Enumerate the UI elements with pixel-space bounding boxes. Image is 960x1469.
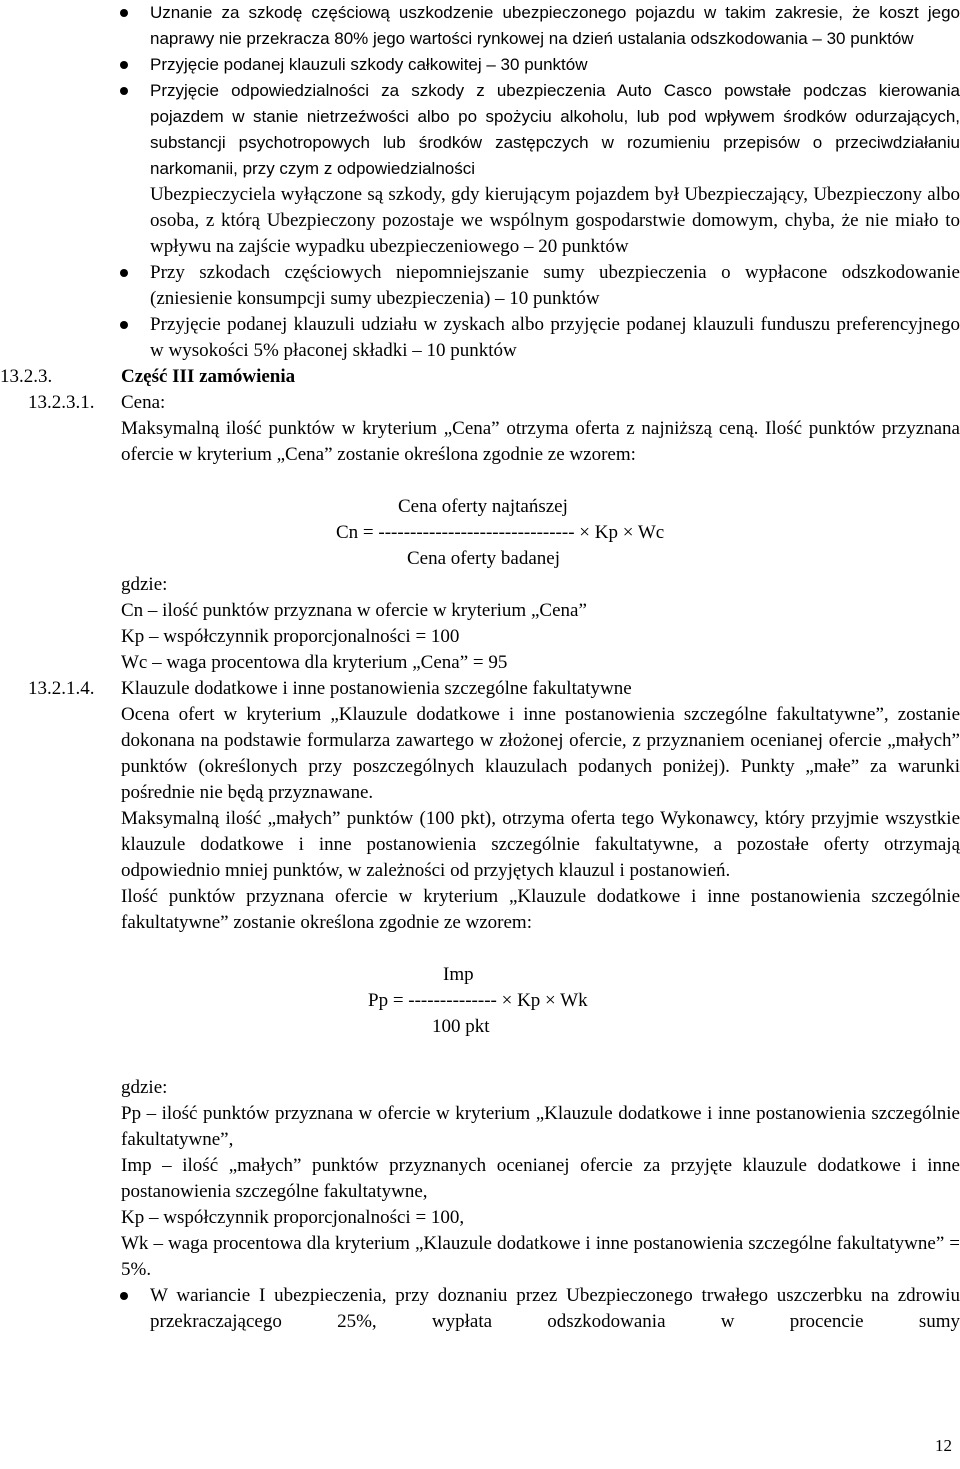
formula-denominator: Cena oferty badanej [407,548,560,569]
klauzule-paragraph [121,702,960,806]
gdzie-label: gdzie: [121,1077,168,1098]
gdzie-block [121,572,960,676]
subsection-heading [0,390,960,416]
formula-main: Cn = ------------------------------- × Kp × Wc [336,522,665,543]
paragraph-text: Maksymalną ilość punktów w kryterium „Cena” otrzyma oferta z najniższą ceną. Ilość punktów przyznana ofercie w kryterium „Cena” zostanie określona zgodnie ze wzorem: [121,418,960,465]
paragraph-text: Maksymalną ilość „małych” punktów (100 pkt), otrzyma oferta tego Wykonawcy, który przyjmie wszystkie klauzule dodatkowe i inne postanowienia szczególnie fakultatywne, a pozostałe oferty otrzymają odpowiednio mniej punktów, w zależności od przyjętych klauzul i postanowień. [121,808,960,881]
definition-line: Imp – ilość „małych” punktów przyznanych ocenianej ofercie za przyjęte klauzule dodatkowe i inne postanowienia szczególne fakultatywne, [121,1155,960,1202]
bullet-item [150,52,960,78]
section-title: Część III zamówienia [121,366,296,387]
definition-line: Wk – waga procentowa dla kryterium „Klauzule dodatkowe i inne postanowienia szczególne fakultatywne” = 5%. [121,1233,960,1280]
formula-klauzule [0,962,960,1040]
subsection-title: Klauzule dodatkowe i inne postanowienia szczególne fakultatywne [121,678,632,699]
klauzule-paragraph [121,884,960,936]
bullet-text: Ubezpieczyciela wyłączone są szkody, gdy kierującym pojazdem był Ubezpieczający, Ubezpieczony albo osoba, z którą Ubezpieczony pozostaje we wspólnym gospodarstwie domowym, chyba, że nie miało to wpływu na zajście wypadku ubezpieczeniowego – 20 punktów [150,184,960,257]
bullet-item [150,1283,960,1335]
bullet-text: Przyjęcie odpowiedzialności za szkody z ubezpieczenia Auto Casco powstałe podczas kierowania pojazdem w stanie nietrzeźwości albo po spożyciu alkoholu, lub pod wpływem środków odurzających, substancji psychotropowych lub środków zastępczych w rozumieniu przepisów o przeciwdziałaniu narkomanii, przy czym z odpowiedzialności [150,81,960,178]
formula-numerator: Imp [443,964,474,985]
bullet-item [150,78,960,182]
definition-line: Wc – waga procentowa dla kryterium „Cena” = 95 [121,652,508,673]
section-number: 13.2.3. [0,366,53,387]
gdzie-block [121,1075,960,1283]
section-heading [0,364,960,390]
formula-numerator: Cena oferty najtańszej [398,496,568,517]
klauzule-paragraph [121,806,960,884]
definition-line: Kp – współczynnik proporcjonalności = 100 [121,626,460,647]
page-number: 12 [935,1436,952,1455]
gdzie-label: gdzie: [121,574,168,595]
bullet-text: Przyjęcie podanej klauzuli szkody całkowitej – 30 punktów [150,55,588,74]
subsection-number: 13.2.3.1. [28,392,95,413]
paragraph-text: Ocena ofert w kryterium „Klauzule dodatkowe i inne postanowienia szczególne fakultatywne”, zostanie dokonana na podstawie formularza zawartego w złożonej ofercie, z przyznaniem ocenianej ofercie „małych” punktów (określonych przy poszczególnych klauzulach podanych poniżej). Punkty „małe” za warunki pośrednie nie będą przyznawane. [121,704,960,803]
bullet-text: Przy szkodach częściowych niepomniejszanie sumy ubezpieczenia o wypłacone odszkodowanie (zniesienie konsumpcji sumy ubezpieczenia) – 10 punktów [150,262,960,309]
paragraph-text: Ilość punktów przyznana ofercie w kryterium „Klauzule dodatkowe i inne postanowienia szczególnie fakultatywne” zostanie określona zgodnie ze wzorem: [121,886,960,933]
cena-intro-paragraph [121,416,960,468]
bullet-item [150,260,960,312]
definition-line: Kp – współczynnik proporcjonalności = 100, [121,1207,465,1228]
formula-cena [0,494,960,572]
subsection-title: Cena: [121,392,166,413]
bullet-text: W wariancie I ubezpieczenia, przy doznaniu przez Ubezpieczonego trwałego uszczerbku na zdrowiu przekraczającego 25%, wypłata odszkodowania w procencie sumy [150,1285,960,1332]
definition-line: Pp – ilość punktów przyznana w ofercie w kryterium „Klauzule dodatkowe i inne postanowienia szczególnie fakultatywne”, [121,1103,960,1150]
subsection-heading [0,676,960,702]
definition-line: Cn – ilość punktów przyznana w ofercie w kryterium „Cena” [121,600,587,621]
bullet-item [150,0,960,52]
bullet-item [150,312,960,364]
formula-denominator: 100 pkt [432,1016,490,1037]
bullet-text: Uznanie za szkodę częściową uszkodzenie ubezpieczonego pojazdu w takim zakresie, że koszt jego naprawy nie przekracza 80% jego wartości rynkowej na dzień ustalania odszkodowania – 30 punktów [150,3,960,48]
bullet-continuation [150,182,960,260]
bullet-text: Przyjęcie podanej klauzuli udziału w zyskach albo przyjęcie podanej klauzuli funduszu preferencyjnego w wysokości 5% płaconej składki – 10 punktów [150,314,960,361]
subsection-number: 13.2.1.4. [28,678,95,699]
formula-main: Pp = -------------- × Kp × Wk [368,990,588,1011]
